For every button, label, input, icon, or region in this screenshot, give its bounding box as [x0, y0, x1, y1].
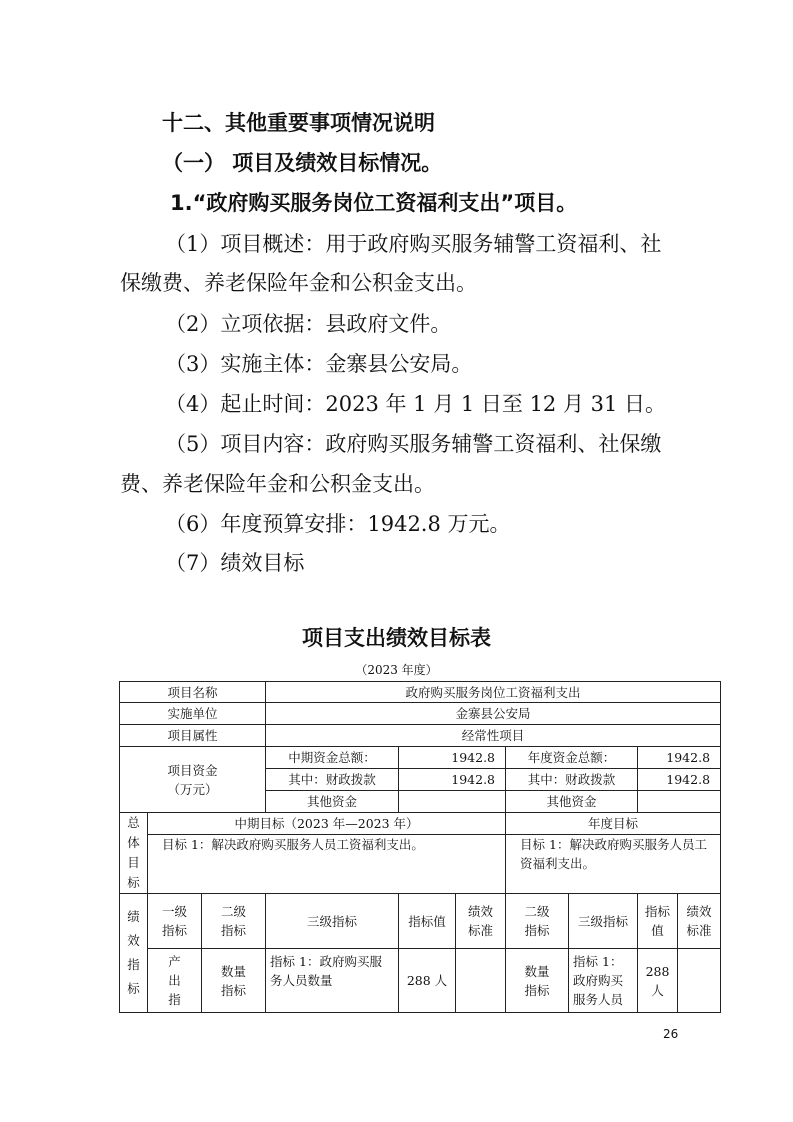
year-total-label: 年度资金总额：	[506, 747, 638, 769]
table-year: （2023 年度）	[355, 663, 438, 677]
perf-indicator-label: 绩效指标	[120, 894, 148, 1013]
mid-total-value: 1942.8	[399, 747, 506, 769]
goals-line: （7）绩效目标	[165, 551, 305, 575]
mid-fiscal-label: 其中：财政拨款	[266, 769, 399, 791]
table-title: 项目支出绩效目标表	[302, 626, 491, 650]
content-line-1: （5）项目内容：政府购买服务辅警工资福利、社保缴	[165, 432, 662, 456]
overview-line-2: 保缴费、养老保险年金和公积金支出。	[120, 271, 477, 295]
project-name-label: 项目名称	[120, 682, 266, 703]
col-level1-header: 一级指标	[148, 894, 202, 949]
unit-label: 实施单位	[120, 703, 266, 725]
project-title: 1.“政府购买服务岗位工资福利支出”项目。	[170, 191, 578, 215]
table-row	[120, 725, 721, 747]
year-fiscal-value: 1942.8	[638, 769, 721, 791]
row-level2b-cell: 数量指标	[506, 949, 569, 1013]
col-standardb-header: 绩效标准	[678, 894, 721, 949]
performance-table	[119, 681, 721, 1013]
overview-line-1: （1）项目概述：用于政府购买服务辅警工资福利、社	[165, 232, 662, 256]
col-level2b-header: 二级指标	[506, 894, 569, 949]
funds-label-line-1: 项目资金	[167, 762, 218, 778]
col-level2-header: 二级指标	[202, 894, 266, 949]
table-row	[120, 703, 721, 725]
budget-line: （6）年度预算安排：1942.8 万元。	[165, 512, 511, 536]
row-standardb-cell	[678, 949, 721, 1013]
year-other-value	[638, 791, 721, 813]
entity-line: （3）实施主体：金寨县公安局。	[165, 352, 473, 376]
row-level2-cell: 数量指标	[202, 949, 266, 1013]
year-other-label: 其他资金	[506, 791, 638, 813]
project-name-value: 政府购买服务岗位工资福利支出	[266, 682, 721, 703]
table-row	[120, 813, 721, 835]
mid-fiscal-value: 1942.8	[399, 769, 506, 791]
funds-label	[120, 747, 266, 813]
section-subheading: （一） 项目及绩效目标情况。	[162, 151, 443, 175]
mid-other-label: 其他资金	[266, 791, 399, 813]
row-level3b-cell: 指标 1：政府购买服务人员	[569, 949, 638, 1013]
year-goal-text: 目标 1：解决政府购买服务人员工资福利支出。	[506, 834, 721, 893]
mid-goal-text: 目标 1：解决政府购买服务人员工资福利支出。	[148, 834, 506, 893]
table-row	[120, 747, 721, 769]
col-level3b-header: 三级指标	[569, 894, 638, 949]
content-line-2: 费、养老保险年金和公积金支出。	[120, 472, 435, 496]
row-level3-cell: 指标 1：政府购买服务人员数量	[266, 949, 399, 1013]
row-standard-cell	[456, 949, 506, 1013]
unit-value: 金寨县公安局	[266, 703, 721, 725]
table-row	[120, 682, 721, 703]
mid-goal-header: 中期目标（2023 年—2023 年）	[148, 813, 506, 835]
period-line: （4）起止时间：2023 年 1 月 1 日至 12 月 31 日。	[165, 392, 667, 416]
funds-label-line-2: （万元）	[167, 781, 218, 797]
row-level1-cell: 产出指	[148, 949, 202, 1013]
year-total-value: 1942.8	[638, 747, 721, 769]
mid-other-value	[399, 791, 506, 813]
table-row	[120, 834, 721, 893]
col-standard-header: 绩效标准	[456, 894, 506, 949]
year-goal-header: 年度目标	[506, 813, 721, 835]
page-number: 26	[663, 1027, 679, 1041]
col-valueb-header: 指标值	[638, 894, 678, 949]
table-row	[120, 894, 721, 949]
attribute-value: 经常性项目	[266, 725, 721, 747]
section-heading: 十二、其他重要事项情况说明	[162, 111, 435, 135]
mid-total-label: 中期资金总额：	[266, 747, 399, 769]
table-row	[120, 949, 721, 1013]
overall-goal-label: 总体目标	[120, 813, 148, 894]
year-fiscal-label: 其中：财政拨款	[506, 769, 638, 791]
row-valueb-cell: 288 人	[638, 949, 678, 1013]
basis-line: （2）立项依据：县政府文件。	[165, 312, 452, 336]
col-value-header: 指标值	[399, 894, 456, 949]
row-value-cell: 288 人	[399, 949, 456, 1013]
col-level3-header: 三级指标	[266, 894, 399, 949]
attribute-label: 项目属性	[120, 725, 266, 747]
